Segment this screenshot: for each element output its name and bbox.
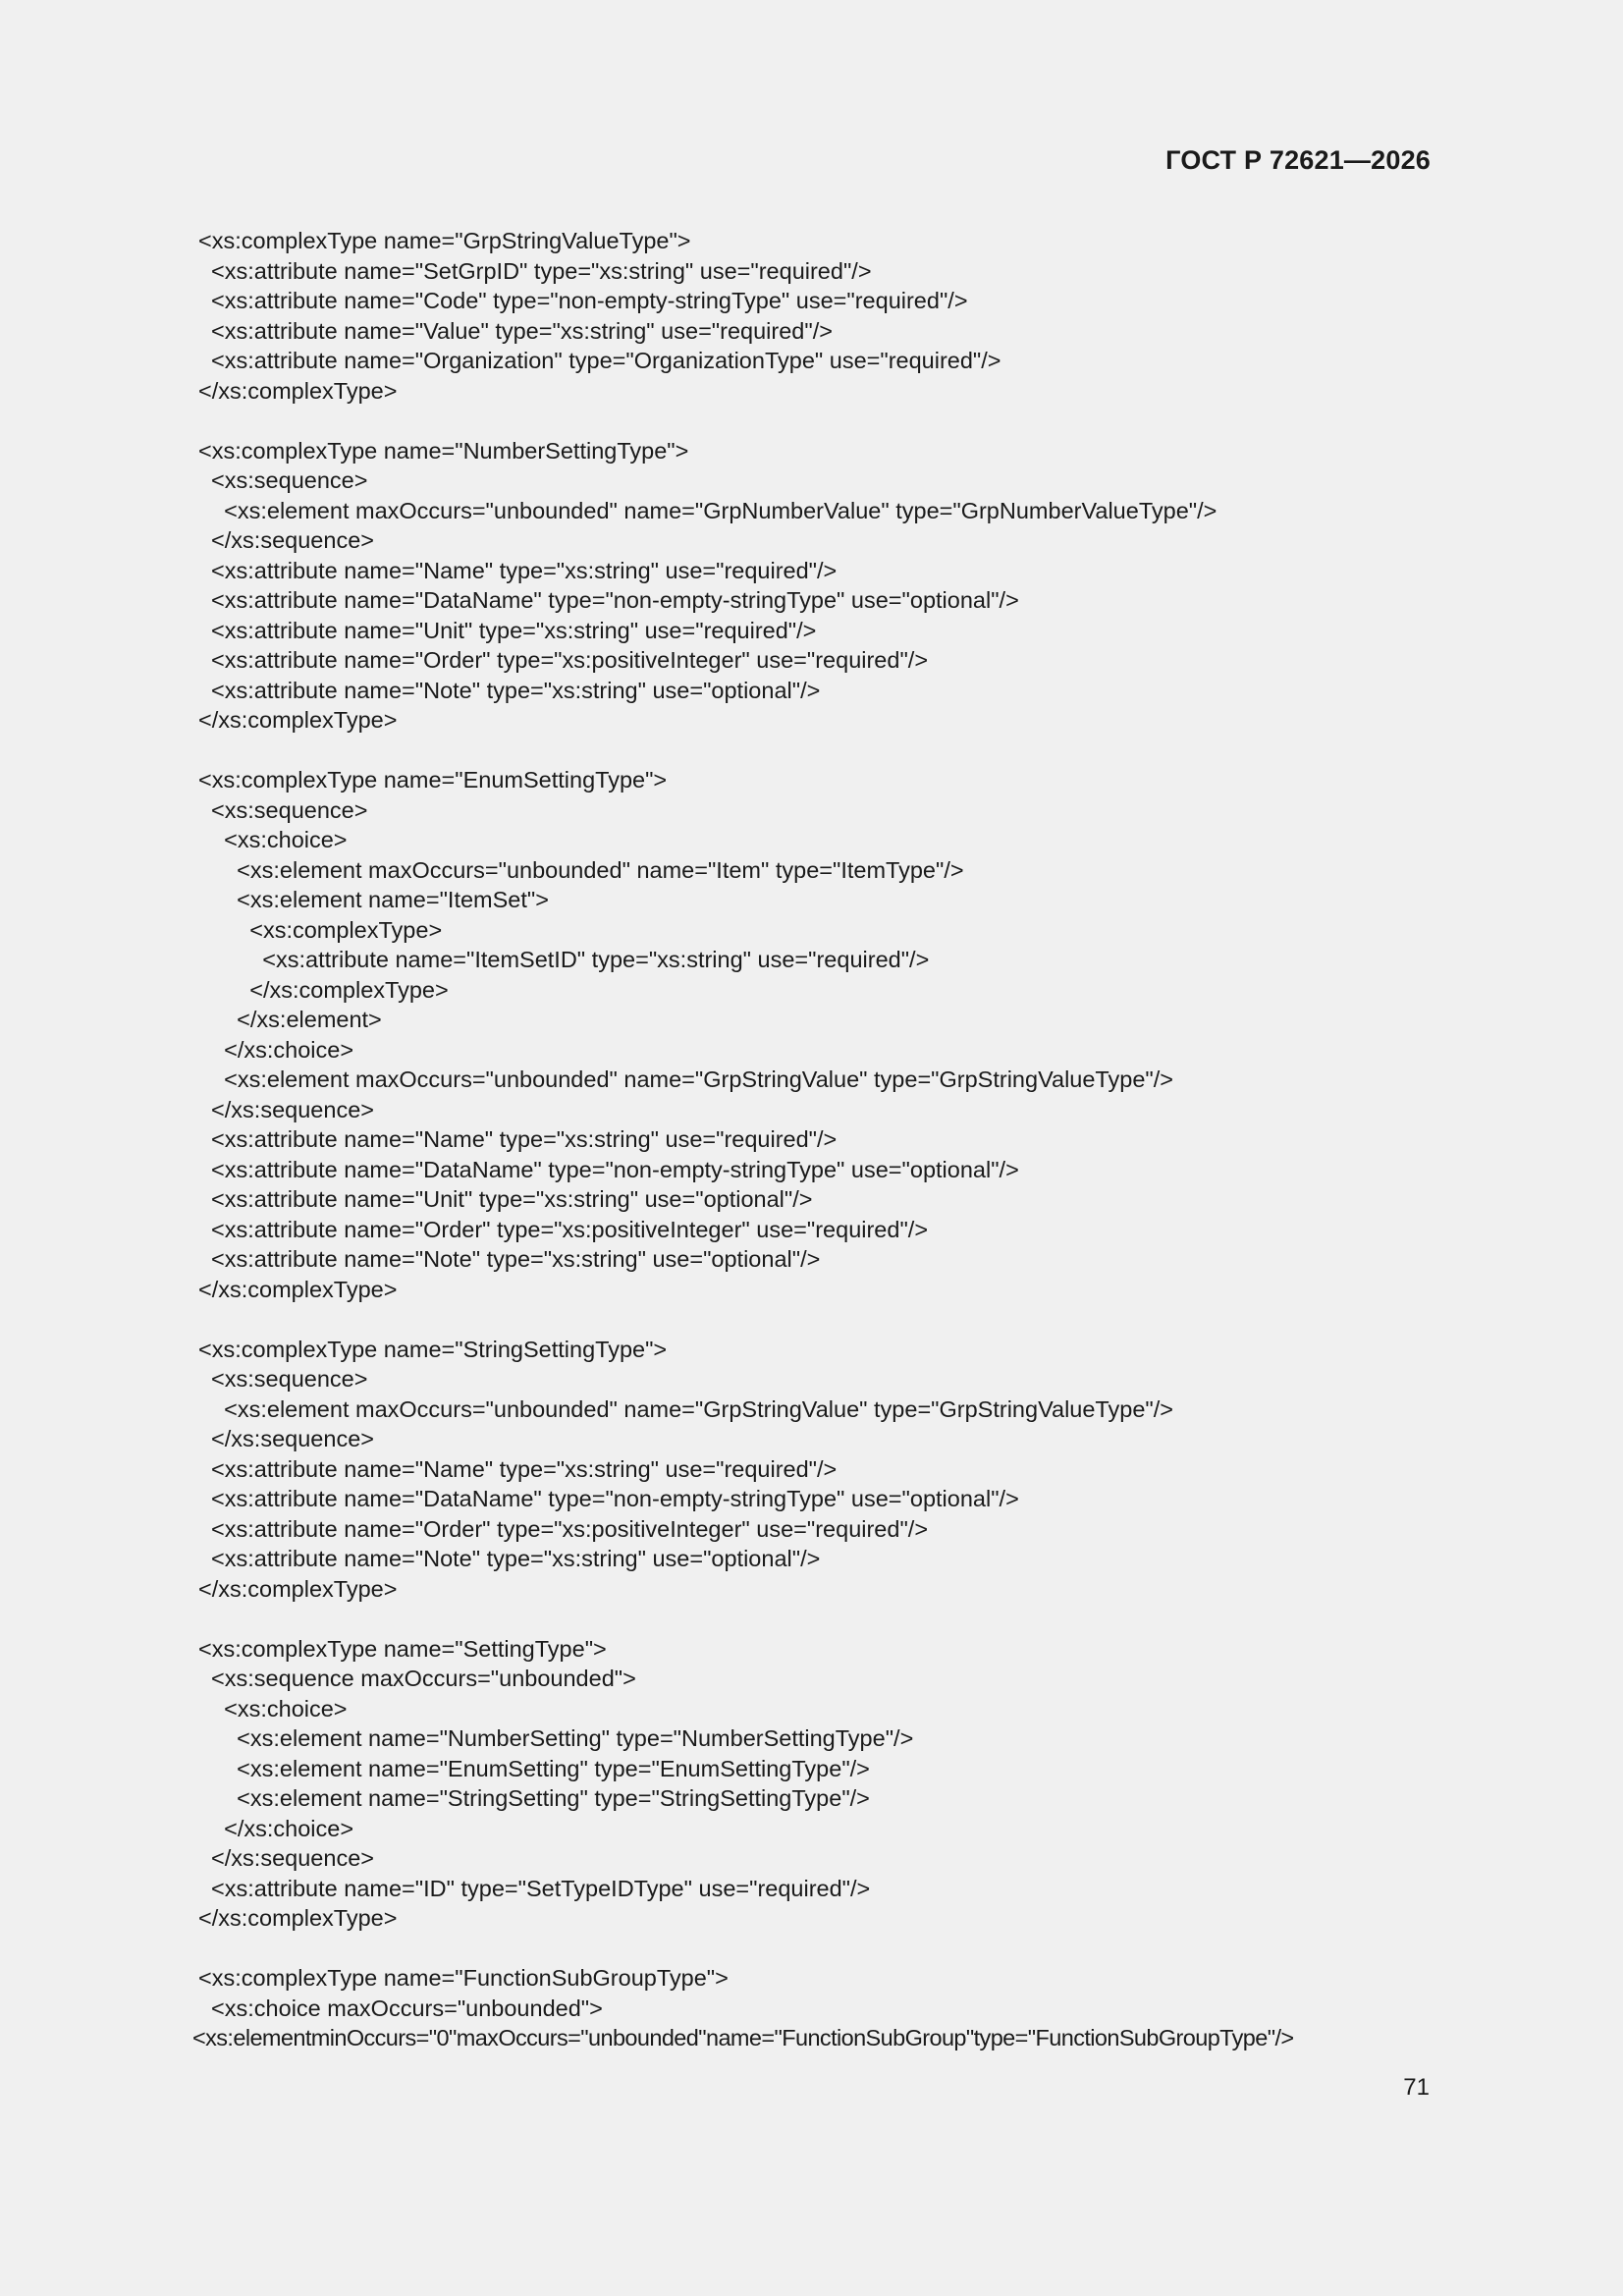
code-line: <xs:complexType name="EnumSettingType"> (198, 767, 668, 793)
code-line: <xs:attribute name="Note" type="xs:string" use="optional"/> (198, 677, 821, 703)
code-line: </xs:complexType> (198, 377, 398, 404)
code-line (198, 1934, 1455, 1964)
code-line: <xs:complexType name="StringSettingType"> (198, 1336, 668, 1362)
code-line: <xs:element name="StringSetting" type="StringSettingType"/> (198, 1785, 870, 1811)
code-line: <xs:attribute name="ItemSetID" type="xs:string" use="required"/> (198, 947, 930, 972)
code-line: <xs:attribute name="Organization" type="OrganizationType" use="required"/> (198, 348, 1001, 373)
code-line: </xs:complexType> (198, 976, 449, 1003)
code-line: <xs:attribute name="Name" type="xs:string" use="required"/> (198, 1455, 838, 1482)
xml-schema-listing (192, 226, 1455, 2053)
code-line: </xs:complexType> (198, 1276, 398, 1302)
code-line: </xs:sequence> (198, 1426, 374, 1451)
code-line: <xs:element name="NumberSetting" type="NumberSettingType"/> (198, 1725, 914, 1751)
code-line: <xs:complexType name="SettingType"> (198, 1635, 607, 1662)
code-line: <xs:choice maxOccurs="unbounded"> (198, 1995, 603, 2021)
code-line: <xs:attribute name="DataName" type="non-empty-stringType" use="optional"/> (198, 1486, 1019, 1511)
code-line: <xs:attribute name="Note" type="xs:string" use="optional"/> (198, 1246, 821, 1272)
code-line: <xs:attribute name="Unit" type="xs:string" use="required"/> (198, 617, 817, 643)
code-line: <xs:attribute name="DataName" type="non-empty-stringType" use="optional"/> (198, 587, 1019, 613)
code-line: <xs:element maxOccurs="unbounded" name="GrpNumberValue" type="GrpNumberValueType"/> (198, 497, 1217, 523)
code-line: </xs:complexType> (198, 1575, 398, 1602)
page-number: 71 (1403, 2074, 1430, 2101)
code-line: </xs:complexType> (198, 707, 398, 733)
code-line: <xs:attribute name="Order" type="xs:positiveInteger" use="required"/> (198, 1216, 929, 1242)
code-line: <xs:element name="EnumSetting" type="EnumSettingType"/> (198, 1755, 870, 1781)
code-line: <xs:attribute name="Name" type="xs:string" use="required"/> (198, 557, 838, 583)
code-line: <xs:attribute name="Note" type="xs:string" use="optional"/> (198, 1546, 821, 1571)
document-header: ГОСТ Р 72621—2026 (1165, 145, 1431, 175)
code-line: <xs:complexType> (198, 916, 443, 943)
code-line: </xs:choice> (198, 1815, 354, 1841)
code-line: <xs:attribute name="DataName" type="non-empty-stringType" use="optional"/> (198, 1156, 1019, 1182)
code-line: <xs:attribute name="SetGrpID" type="xs:string" use="required"/> (198, 257, 872, 284)
code-line: <xs:sequence maxOccurs="unbounded"> (198, 1666, 636, 1691)
code-line: <xs:complexType name="FunctionSubGroupType"> (198, 1965, 729, 1991)
code-line: <xs:attribute name="Order" type="xs:positiveInteger" use="required"/> (198, 1515, 929, 1542)
code-line: </xs:choice> (198, 1036, 354, 1063)
code-line: <xs:sequence> (198, 796, 368, 823)
code-line: <xs:sequence> (198, 1366, 368, 1392)
code-line: <xs:element maxOccurs="unbounded" name="GrpStringValue" type="GrpStringValueType"/> (198, 1066, 1173, 1092)
code-line (198, 736, 1455, 766)
code-line: <xs:element maxOccurs="unbounded" name="Item" type="ItemType"/> (198, 856, 964, 883)
code-line (198, 1604, 1455, 1634)
code-line: <xs:sequence> (198, 467, 368, 493)
code-line: <xs:complexType name="NumberSettingType"> (198, 437, 689, 464)
code-line: <xs:attribute name="Name" type="xs:string" use="required"/> (198, 1126, 838, 1152)
code-line (198, 406, 1455, 436)
code-line: </xs:complexType> (198, 1905, 398, 1931)
code-line: <xs:attribute name="Order" type="xs:positiveInteger" use="required"/> (198, 647, 929, 673)
code-line: <xs:attribute name="ID" type="SetTypeIDType" use="required"/> (198, 1875, 871, 1901)
code-line: <xs:choice> (198, 827, 348, 852)
code-line: </xs:sequence> (198, 527, 374, 553)
code-line: <xs:complexType name="GrpStringValueType"> (198, 228, 691, 253)
code-line (198, 1304, 1455, 1335)
code-line: <xs:element maxOccurs="unbounded" name="GrpStringValue" type="GrpStringValueType"/> (198, 1395, 1173, 1422)
code-line: </xs:element> (198, 1007, 382, 1032)
code-line: <xs:attribute name="Value" type="xs:string" use="required"/> (198, 317, 833, 344)
code-line: <xs:attribute name="Unit" type="xs:string" use="optional"/> (198, 1186, 813, 1212)
code-line: <xs:elementminOccurs="0"maxOccurs="unbounded"name="FunctionSubGroup"type="FunctionSubGroupType"/> (192, 2025, 1294, 2050)
code-line: <xs:attribute name="Code" type="non-empty-stringType" use="required"/> (198, 288, 968, 313)
code-line: </xs:sequence> (198, 1096, 374, 1122)
code-line: <xs:element name="ItemSet"> (198, 887, 549, 912)
code-line: <xs:choice> (198, 1695, 348, 1722)
code-line: </xs:sequence> (198, 1845, 374, 1871)
